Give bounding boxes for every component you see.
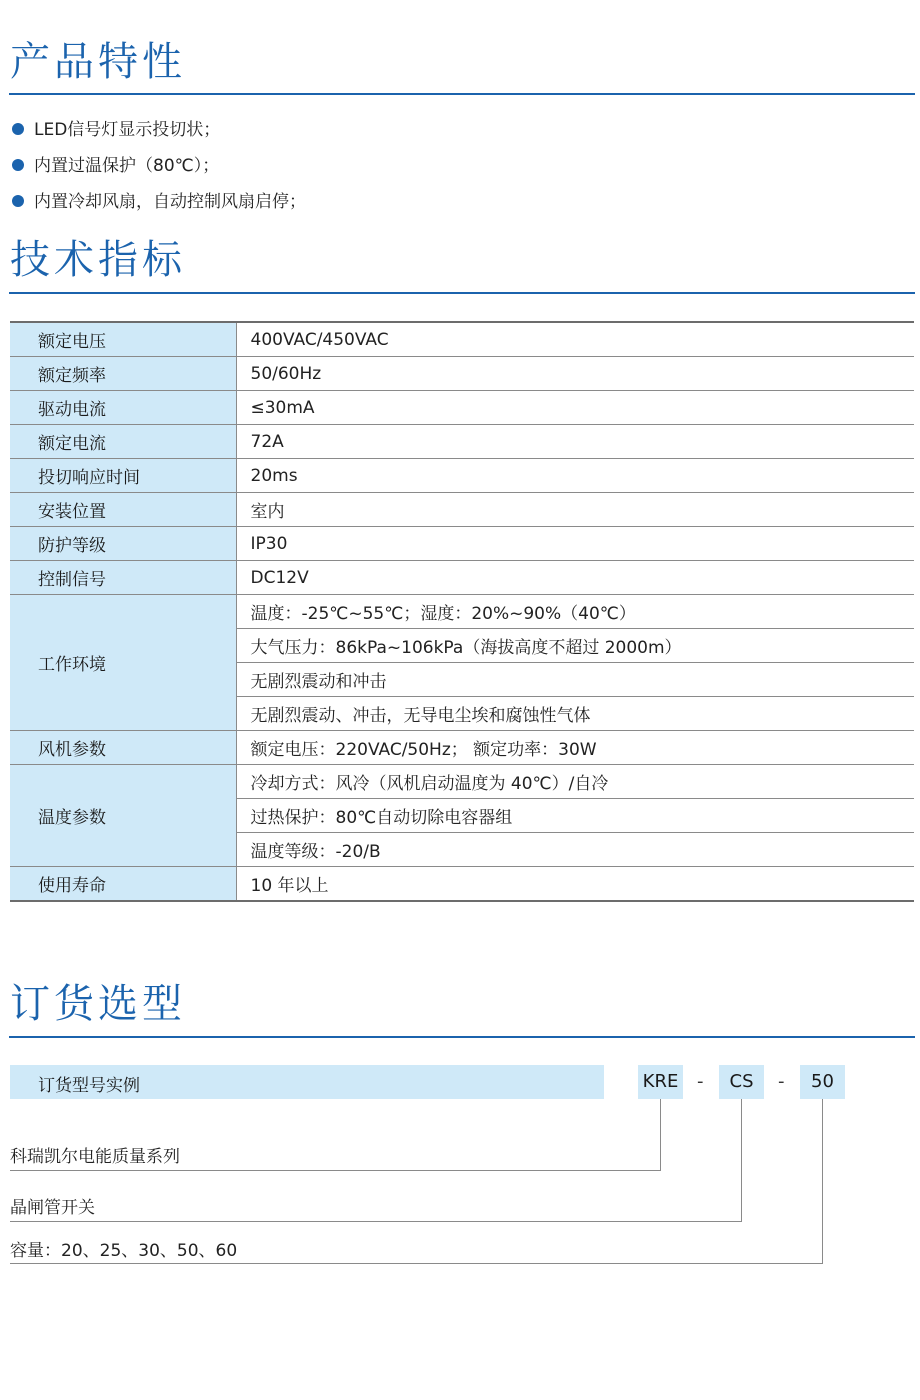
feature-item: [10, 187, 910, 223]
spec-value: 温度等级：-20/B: [236, 833, 914, 867]
code-capacity-box: 50: [800, 1065, 845, 1099]
table-row: [10, 765, 914, 799]
connector-line: [741, 1099, 742, 1221]
spec-label: 温度参数: [10, 765, 236, 867]
specs-section-title: 技术指标: [10, 237, 186, 283]
table-row: [10, 595, 914, 629]
table-row: [10, 731, 914, 765]
table-row: [10, 425, 914, 459]
feature-text: 内置冷却风扇，自动控制风扇启停；: [34, 192, 306, 212]
order-desc-series: 科瑞凯尔电能质量系列: [10, 1147, 180, 1167]
connector-line: [10, 1221, 742, 1222]
table-row: [10, 493, 914, 527]
spec-value: 室内: [236, 493, 914, 527]
code-series-box: KRE: [638, 1065, 683, 1099]
feature-text: 内置过温保护（80℃）；: [34, 156, 220, 176]
spec-value: DC12V: [236, 561, 914, 595]
spec-value: 过热保护：80℃自动切除电容器组: [236, 799, 914, 833]
connector-line: [660, 1099, 661, 1170]
features-section-rule: [9, 93, 915, 95]
order-example-label-box: [10, 1065, 604, 1099]
spec-label: 控制信号: [10, 561, 236, 595]
spec-label: 工作环境: [10, 595, 236, 731]
spec-value: 冷却方式：风冷（风机启动温度为 40℃）/自冷: [236, 765, 914, 799]
spec-value: 无剧烈震动和冲击: [236, 663, 914, 697]
spec-label: 投切响应时间: [10, 459, 236, 493]
spec-value: ≤30mA: [236, 391, 914, 425]
order-desc-capacity: 容量：20、25、30、50、60: [10, 1241, 238, 1261]
code-type-box: CS: [719, 1065, 764, 1099]
spec-label: 驱动电流: [10, 391, 236, 425]
spec-value: 20ms: [236, 459, 914, 493]
spec-value: IP30: [236, 527, 914, 561]
spec-value: 大气压力：86kPa~106kPa（海拔高度不超过 2000m）: [236, 629, 914, 663]
bullet-icon: [12, 159, 24, 171]
spec-value: 温度：-25℃~55℃；湿度：20%~90%（40℃）: [236, 595, 914, 629]
code-separator: -: [778, 1071, 785, 1092]
feature-item: [10, 115, 910, 151]
connector-line: [10, 1263, 823, 1264]
ordering-section-title: 订货选型: [10, 981, 186, 1027]
spec-value: 50/60Hz: [236, 357, 914, 391]
spec-label: 额定电压: [10, 322, 236, 357]
order-example-label: 订货型号实例: [38, 1076, 140, 1096]
spec-value: 72A: [236, 425, 914, 459]
feature-text: LED信号灯显示投切状；: [34, 120, 221, 140]
spec-value: 无剧烈震动、冲击，无导电尘埃和腐蚀性气体: [236, 697, 914, 731]
table-row: [10, 527, 914, 561]
spec-value: 400VAC/450VAC: [236, 322, 914, 357]
ordering-section-rule: [9, 1036, 915, 1038]
table-row: [10, 459, 914, 493]
connector-line: [10, 1170, 661, 1171]
spec-value: 额定电压：220VAC/50Hz； 额定功率：30W: [236, 731, 914, 765]
order-desc-type: 晶闸管开关: [10, 1198, 95, 1218]
spec-label: 额定电流: [10, 425, 236, 459]
spec-value: 10 年以上: [236, 867, 914, 902]
table-row: [10, 391, 914, 425]
spec-label: 防护等级: [10, 527, 236, 561]
connector-line: [822, 1099, 823, 1263]
spec-table: [10, 321, 914, 902]
feature-list: [10, 115, 910, 223]
spec-label: 使用寿命: [10, 867, 236, 902]
table-row: [10, 561, 914, 595]
feature-item: [10, 151, 910, 187]
code-separator: -: [697, 1071, 704, 1092]
features-section-title: 产品特性: [10, 39, 186, 85]
specs-section-rule: [9, 292, 915, 294]
bullet-icon: [12, 123, 24, 135]
table-row: [10, 322, 914, 357]
spec-label: 额定频率: [10, 357, 236, 391]
table-row: [10, 357, 914, 391]
table-row: [10, 867, 914, 902]
spec-label: 安装位置: [10, 493, 236, 527]
spec-label: 风机参数: [10, 731, 236, 765]
bullet-icon: [12, 195, 24, 207]
